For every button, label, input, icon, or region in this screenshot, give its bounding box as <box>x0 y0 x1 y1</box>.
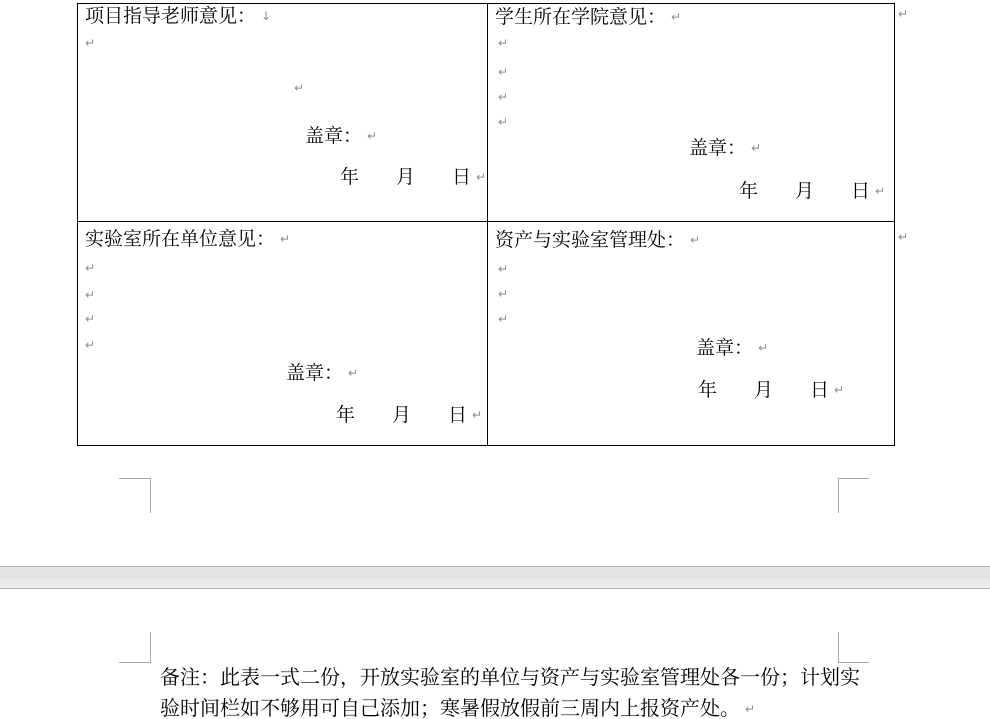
stamp-label: 盖章： <box>696 338 754 359</box>
paragraph-mark-icon: ↵ <box>745 702 756 716</box>
margin-corner-mark <box>838 632 869 663</box>
date-line <box>698 375 844 402</box>
remarks-line-2: 验时间栏如不够用可自己添加；寒暑假放假前三周内上报资产处。 <box>160 698 740 719</box>
margin-corner-mark <box>838 478 869 513</box>
paragraph-mark-icon: ↵ <box>85 338 96 352</box>
paragraph-mark-icon: ↵ <box>834 383 845 397</box>
paragraph-mark-icon: ↵ <box>85 288 96 302</box>
stamp-label: 盖章： <box>689 138 747 159</box>
cell-label: 学生所在学院意见： <box>495 7 667 28</box>
paragraph-mark-icon: ↵ <box>498 115 509 129</box>
paragraph-mark-icon: ↵ <box>367 129 378 143</box>
day-label: 日 <box>452 167 472 188</box>
paragraph-mark-icon: ↵ <box>348 366 359 380</box>
cell-advisor-opinion[interactable] <box>78 4 488 222</box>
paragraph-mark-icon: ↵ <box>280 232 291 246</box>
paragraph-mark-icon: ↵ <box>875 184 886 198</box>
stamp-label: 盖章： <box>286 363 344 384</box>
day-label: 日 <box>448 405 468 426</box>
paragraph-mark-icon: ↵ <box>690 233 701 247</box>
row-end-mark-icon: ↵ <box>898 230 909 244</box>
year-label: 年 <box>698 380 718 401</box>
paragraph-mark-icon: ↵ <box>498 312 509 326</box>
paragraph-mark-icon: ↵ <box>476 170 487 184</box>
year-label: 年 <box>739 181 759 202</box>
paragraph-mark-icon: ↵ <box>85 36 96 50</box>
paragraph-mark-icon: ↵ <box>85 312 96 326</box>
paragraph-mark-icon: ↵ <box>85 261 96 275</box>
date-line <box>739 176 885 203</box>
month-label: 月 <box>795 181 815 202</box>
remarks-paragraph[interactable] <box>160 666 860 719</box>
month-label: 月 <box>396 167 416 188</box>
cell-label: 项目指导老师意见： <box>85 6 257 27</box>
line-break-mark-icon: ↓ <box>261 9 272 23</box>
cell-asset-office[interactable] <box>488 222 895 445</box>
cell-lab-unit-opinion[interactable] <box>78 222 488 445</box>
page-gap <box>0 566 990 589</box>
paragraph-mark-icon: ↵ <box>498 90 509 104</box>
year-label: 年 <box>336 405 356 426</box>
paragraph-mark-icon: ↵ <box>294 81 305 95</box>
approval-table <box>77 3 895 446</box>
paragraph-mark-icon: ↵ <box>758 341 769 355</box>
cell-label: 资产与实验室管理处： <box>495 230 686 251</box>
paragraph-mark-icon: ↵ <box>498 287 509 301</box>
paragraph-mark-icon: ↵ <box>751 141 762 155</box>
paragraph-mark-icon: ↵ <box>498 36 509 50</box>
paragraph-mark-icon: ↵ <box>671 10 682 24</box>
year-label: 年 <box>340 167 360 188</box>
date-line <box>336 400 482 427</box>
day-label: 日 <box>810 380 830 401</box>
stamp-label: 盖章： <box>305 126 363 147</box>
paragraph-mark-icon: ↵ <box>498 262 509 276</box>
margin-corner-mark <box>119 478 151 513</box>
day-label: 日 <box>851 181 871 202</box>
date-line <box>340 162 486 189</box>
margin-corner-mark <box>119 632 151 663</box>
row-end-mark-icon: ↵ <box>898 7 909 21</box>
paragraph-mark-icon: ↵ <box>472 408 483 422</box>
cell-label: 实验室所在单位意见： <box>85 229 276 250</box>
remarks-line-1: 备注：此表一式二份，开放实验室的单位与资产与实验室管理处各一份；计划实 <box>160 667 860 689</box>
month-label: 月 <box>392 405 412 426</box>
cell-college-opinion[interactable] <box>488 4 895 222</box>
month-label: 月 <box>754 380 774 401</box>
paragraph-mark-icon: ↵ <box>498 65 509 79</box>
